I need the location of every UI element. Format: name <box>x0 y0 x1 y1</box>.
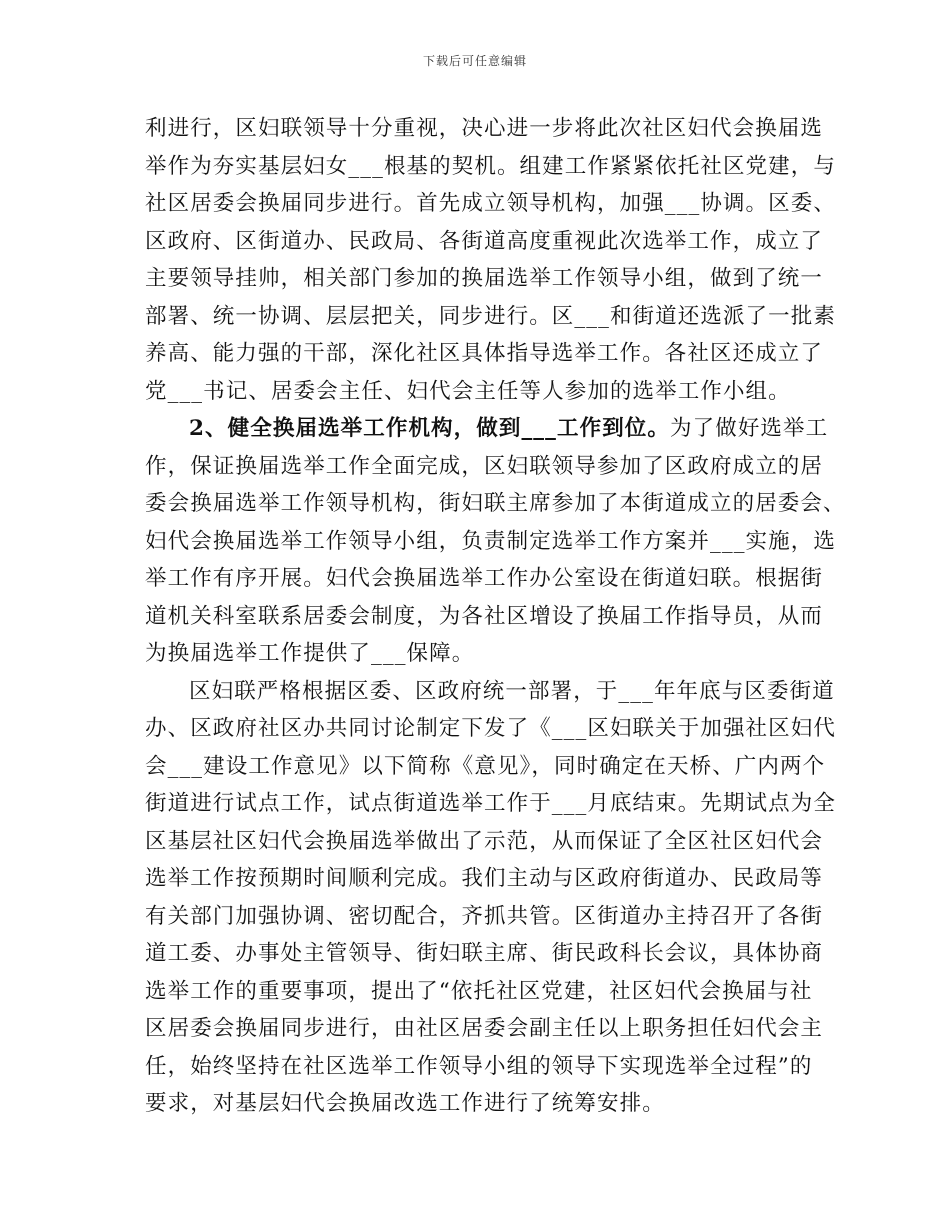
text-line: 为换届选举工作提供了___保障。 <box>145 641 475 666</box>
paragraph-1 <box>145 110 836 410</box>
text-line: 道工委、办事处主管领导、街妇联主席、街民政科长会议，具体协商 <box>145 941 824 966</box>
text-line: 有关部门加强协调、密切配合，齐抓共管。区街道办主持召开了各街 <box>145 903 824 929</box>
text-line: 举作为夯实基层妇女___根基的契机。组建工作紧紧依托社区党建，与 <box>145 153 836 179</box>
text-line: 利进行，区妇联领导十分重视，决心进一步将此次社区妇代会换届选 <box>145 116 824 141</box>
text-line: 会___建设工作意见》以下简称《意见》，同时确定在天桥、广内两个 <box>145 753 826 779</box>
text-line: 道机关科室联系居委会制度，为各社区增设了换届工作指导员，从而 <box>145 603 824 629</box>
text-line-with-heading <box>145 410 829 448</box>
document-body <box>145 110 846 1123</box>
paragraph-3 <box>145 673 836 1123</box>
section-heading: 2、健全换届选举工作机构，做到___工作到位。 <box>189 416 671 441</box>
text-line: 委会换届选举工作领导机构，街妇联主席参加了本街道成立的居委会、 <box>145 491 846 516</box>
text-line: 区基层社区妇代会换届选举做出了示范，从而保证了全区社区妇代会 <box>145 828 824 854</box>
text-line: 社区居委会换届同步进行。首先成立领导机构，加强___协调。区委、 <box>145 191 836 216</box>
text-line: 选举工作的重要事项，提出了“依托社区党建，社区妇代会换届与社 <box>145 978 813 1004</box>
text-line: 主要领导挂帅，相关部门参加的换届选举工作领导小组，做到了统一 <box>145 266 824 291</box>
text-line: 党___书记、居委会主任、妇代会主任等人参加的选举工作小组。 <box>145 378 791 404</box>
page-header: 下载后可任意编辑 <box>422 54 527 68</box>
text-line: 妇代会换届选举工作领导小组，负责制定选举工作方案并___实施，选 <box>145 528 836 554</box>
text-line: 养高、能力强的干部，深化社区具体指导选举工作。各社区还成立了 <box>145 341 824 366</box>
text-line: 办、区政府社区办共同讨论制定下发了《___区妇联关于加强社区妇代 <box>145 716 836 741</box>
text-line: 区妇联严格根据区委、区政府统一部署，于___年年底与区委街道 <box>189 678 835 704</box>
text-line: 举工作有序开展。妇代会换届选举工作办公室设在街道妇联。根据街 <box>145 566 824 591</box>
text-line: 选举工作按预期时间顺利完成。我们主动与区政府街道办、民政局等 <box>145 866 824 891</box>
text-run: 为了做好选举工 <box>670 416 829 441</box>
text-line: 街道进行试点工作，试点街道选举工作于___月底结束。先期试点为全 <box>145 791 836 816</box>
paragraph-2 <box>145 410 846 673</box>
text-line: 作，保证换届选举工作全面完成，区妇联领导参加了区政府成立的居 <box>145 453 824 479</box>
text-line: 区政府、区街道办、民政局、各街道高度重视此次选举工作，成立了 <box>145 228 824 254</box>
text-line: 部署、统一协调、层层把关，同步进行。区___和街道还选派了一批素 <box>145 303 836 329</box>
text-line: 任，始终坚持在社区选举工作领导小组的领导下实现选举全过程”的 <box>145 1053 813 1079</box>
text-line: 要求，对基层妇代会换届改选工作进行了统筹安排。 <box>145 1091 665 1116</box>
text-line: 区居委会换届同步进行，由社区居委会副主任以上职务担任妇代会主 <box>145 1016 824 1041</box>
